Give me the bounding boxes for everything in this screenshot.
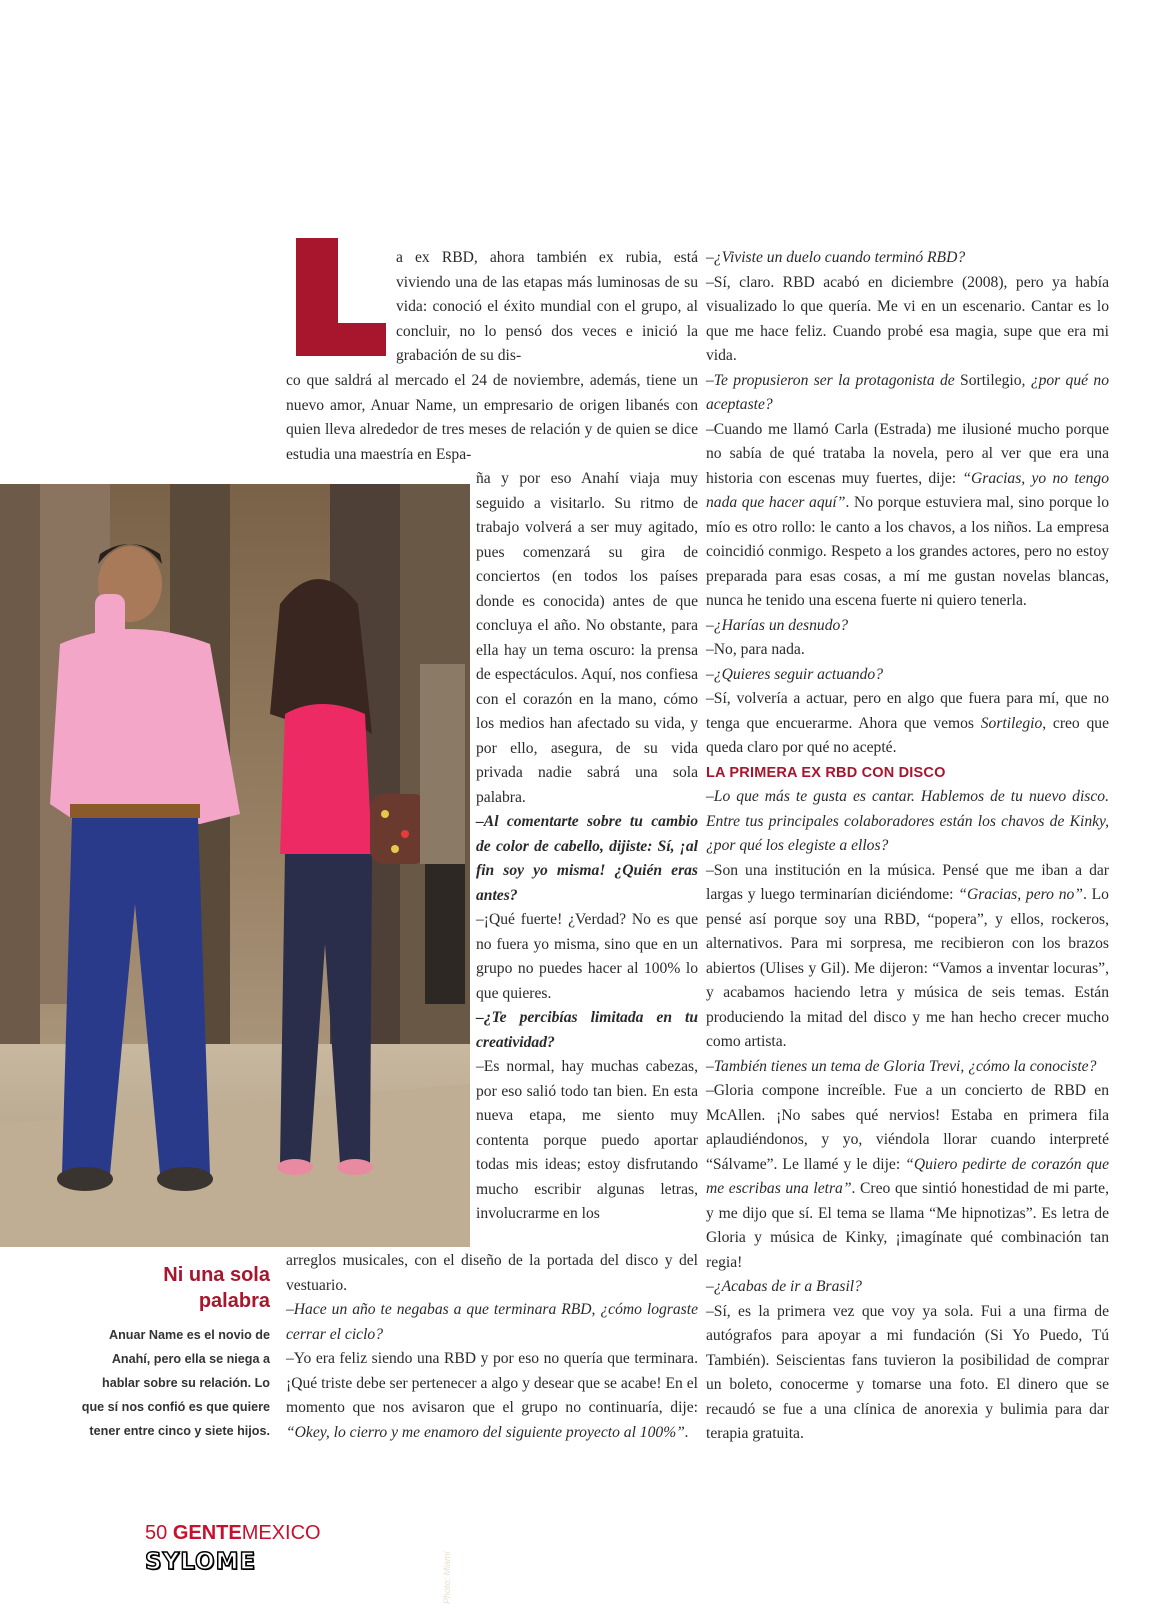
page-number: 50	[145, 1522, 168, 1544]
question-1: –Al comentarte sobre tu cambio de color de cabello, dijiste: Sí, ¡al fin soy yo misma! ¿Quién eras antes?	[476, 813, 698, 904]
quote: “Okey, lo cierro y me enamoro del siguiente proyecto al 100%”.	[286, 1423, 689, 1441]
answer-3: –Yo era feliz siendo una RBD y por eso no quería que terminara. ¡Qué triste debe ser pertenecer a algo y desear que se acabe! En el momento que nos avisaron que el grupo no continuaría, dije: “Okey, lo cierro y me enamoro del siguiente proyecto al 100%”.	[286, 1350, 698, 1441]
answer-7: –Sí, volvería a actuar, pero en algo que fuera para mí, que no tenga que encuerarme. Ahora que vemos Sortilegio, creo que queda claro por qué no acepté.	[706, 690, 1109, 756]
article-wrap-column	[476, 467, 698, 1227]
answer-6: –No, para nada.	[706, 641, 805, 658]
answer-8: –Son una institución en la música. Pensé que me iban a dar largas y luego terminarían diciéndome: “Gracias, pero no”. Lo pensé así porque soy una RBD, “popera”, y ellos, rockeros, alternativos. Para mi sorpresa, me recibieron con los brazos abiertos (Ulises y Gil). Me dijeron: “Vamos a inventar locuras”, y acabamos haciendo letra y música de seis temas. Están produciendo la mitad del disco y me han hecho crecer mucho como artista.	[706, 861, 1109, 1050]
photo-illustration	[0, 484, 470, 1247]
answer-10: –Sí, es la primera vez que voy ya sola. Fui a una firma de autógrafos para apoyar a mi fundación (Si Yo Puedo, Tú También). Seiscientas fans tuvieron la posibilidad de comprar un boleto, conocerme y tomarse una foto. El dinero que se recaudó se fue a una clínica de anorexia y bulimia para dar terapia gratuita.	[706, 1302, 1109, 1442]
caption-title: Ni una sola palabra	[163, 1264, 270, 1312]
question-6: –¿Harías un desnudo?	[706, 616, 849, 634]
photo-credit: Photo: Miami	[442, 1551, 452, 1604]
intro-paragraph-3: ña y por eso Anahí viaja muy seguido a visitarlo. Su ritmo de trabajo volverá a ser muy agitado, pues comenzará su gira de conciertos (en todos los países donde es conocida) antes de que concluya el año. No obstante, para ella hay un tema oscuro: la prensa de espectáculos. Aquí, nos confiesa con el corazón en la mano, cómo los medios han afectado su vida, y por ello, asegura, de su vida privada nadie sabrá una sola palabra.	[476, 470, 698, 806]
question-7: –¿Quieres seguir actuando?	[706, 665, 883, 683]
answer-5: –Cuando me llamó Carla (Estrada) me ilusioné mucho porque no sabía de qué trataba la novela, pero al ver que era una historia con escenas muy fuertes, dije: “Gracias, yo no tengo nada que hacer aquí”. No porque estuviera mal, sino porque lo mío es otro rollo: le canto a los chavos, a los niños. La empresa coincidió conmigo. Respeto a los grandes actores, pero no estoy preparada para esas cosas, a mí me gustan novelas blancas, nunca he tenido una escena fuerte ni quiero tenerla.	[706, 420, 1109, 609]
page-folio	[145, 1522, 321, 1545]
question-9: –También tienes un tema de Gloria Trevi, ¿cómo la conociste?	[706, 1057, 1097, 1075]
article-right-column	[706, 246, 1109, 1447]
article-intro-top	[396, 246, 698, 369]
signature-stamp: SYLOME	[145, 1549, 257, 1575]
intro-paragraph-2: co que saldrá al mercado el 24 de noviembre, además, tiene un nuevo amor, Anuar Name, un empresario de origen libanés con quien lleva alrededor de tres meses de relación y de quien se dice estudia una maestría en Espa-	[286, 372, 698, 463]
question-3: –Hace un año te negabas a que terminara RBD, ¿cómo lograste cerrar el ciclo?	[286, 1301, 698, 1343]
answer-4: –Sí, claro. RBD acabó en diciembre (2008), pero ya había visualizado lo que quería. Me vi en un escenario. Cantar es lo que me hace feliz. Cuando probé esa magia, supe que era mi vida.	[706, 273, 1109, 364]
show-title: Sortilegio	[960, 371, 1022, 389]
question-8: –Lo que más te gusta es cantar. Hablemos de tu nuevo disco. Entre tus principales colaboradores están los chavos de Kinky, ¿por qué los elegiste a ellos?	[706, 788, 1109, 854]
answer-2: –Es normal, hay muchas cabezas, por eso salió todo tan bien. En esta nueva etapa, me siento muy contenta porque puedo aportar todas mis ideas; estoy disfrutando mucho escribir algunas letras, involucrarme en los	[476, 1058, 698, 1222]
magazine-edition: MEXICO	[241, 1522, 321, 1544]
magazine-brand: GENTE	[172, 1522, 242, 1544]
question-5: –Te propusieron ser la protagonista de Sortilegio, ¿por qué no aceptaste?	[706, 371, 1109, 413]
question-10: –¿Acabas de ir a Brasil?	[706, 1278, 862, 1295]
article-bottom	[286, 1249, 698, 1445]
answer-9: –Gloria compone increíble. Fue a un concierto de RBD en McAllen. ¡No sabes qué nervios! Estaba en primera fila aplaudiéndonos, y yo, viéndola llorar cuando interpreté “Sálvame”. Le llamé y le dije: “Quiero pedirte de corazón que me escribas una letra”. Creo que sintió honestidad de mi parte, y me dijo que sí. El tema se llama “Me hipnotizas”. Es letra de Gloria y música de Kinky, ¡imagínate qué combinación tan regia!	[706, 1082, 1109, 1271]
section-heading: LA PRIMERA EX RBD CON DISCO	[706, 764, 946, 781]
answer-1: –¡Qué fuerte! ¿Verdad? No es que no fuera yo misma, sino que en un grupo no puedes hacer al 100% lo que quieres.	[476, 911, 698, 1002]
article-intro-mid	[286, 369, 698, 467]
answer-2-continued: arreglos musicales, con el diseño de la portada del disco y del vestuario.	[286, 1252, 698, 1294]
question-2: –¿Te percibías limitada en tu creatividad?	[476, 1009, 698, 1051]
intro-paragraph-1: a ex RBD, ahora también ex rubia, está viviendo una de las etapas más luminosas de su vida: conoció el éxito mundial con el grupo, al concluir, no lo pensó dos veces e inició la grabación de su dis-	[396, 249, 698, 364]
caption-text: Anuar Name es el novio de Anahí, pero ella se niega a hablar sobre su relación. Lo que sí nos confió es que quiere tener entre cinco y siete hijos.	[81, 1328, 270, 1438]
drop-cap	[296, 238, 386, 356]
question-4: –¿Viviste un duelo cuando terminó RBD?	[706, 249, 966, 266]
